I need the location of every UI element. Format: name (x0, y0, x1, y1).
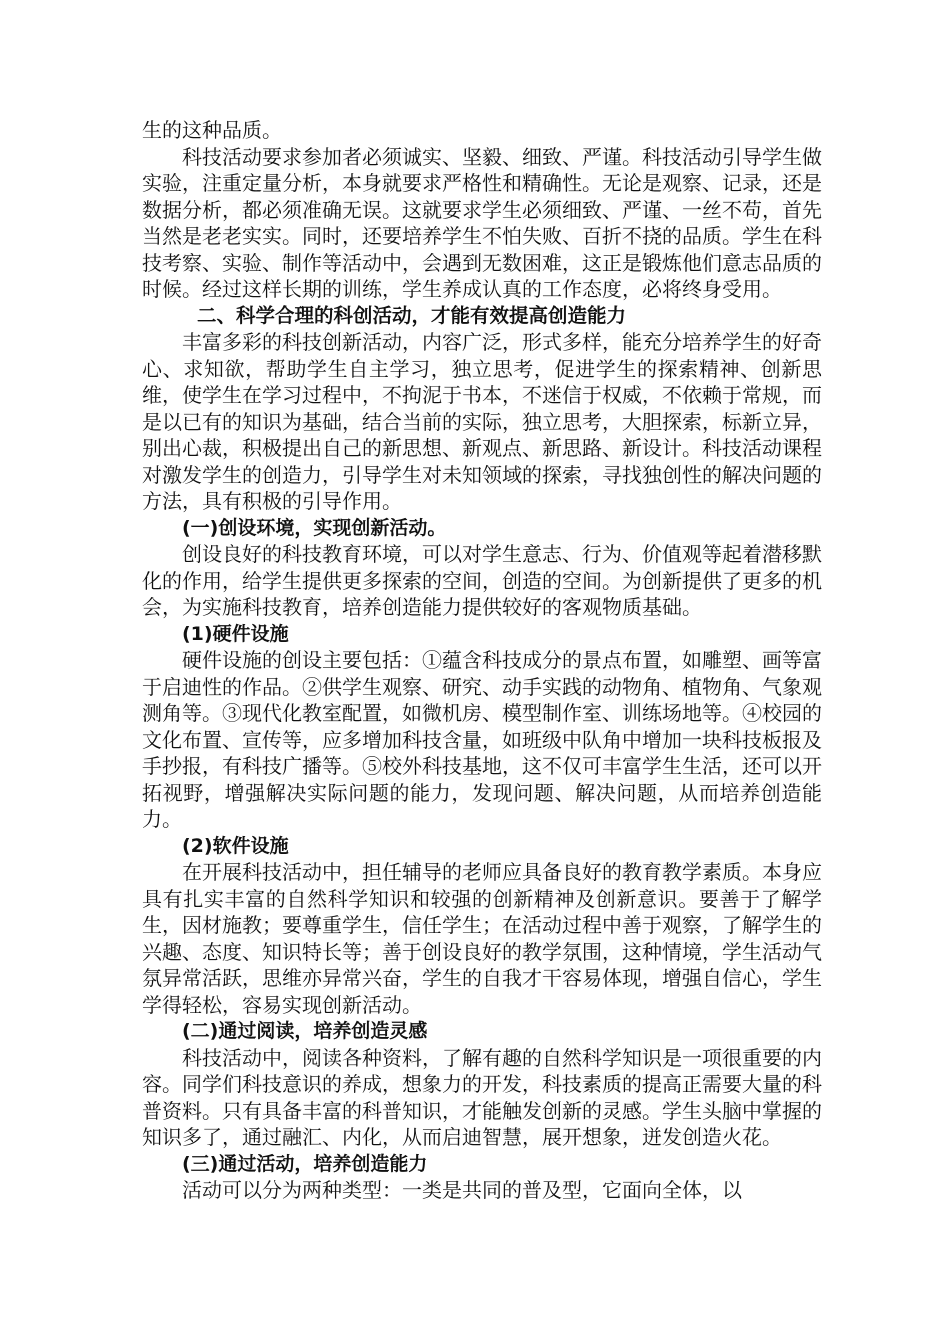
paragraph-software: 在开展科技活动中，担任辅导的老师应具备良好的教育教学素质。本身应具有扎实丰富的自然科学知识和较强的创新精神及创新意识。要善于了解学生，因材施教；要尊重学生，信任学生；在活动过程中善于观察，了解学生的兴趣、态度、知识特长等；善于创设良好的教学氛围，这种情境，学生活动气氛异常活跃，思维亦异常兴奋，学生的自我才干容易体现，增强自信心，学生学得轻松，容易实现创新活动。 (142, 860, 822, 1017)
section-heading-2: 二、科学合理的科创活动，才能有效提高创造能力 (197, 303, 627, 327)
subheading-activities: (三)通过活动，培养创造能力 (182, 1152, 428, 1175)
paragraph-quality-end: 生的这种品质。 (142, 118, 282, 142)
subheading-hardware: (1)硬件设施 (182, 622, 289, 645)
subheading-reading: (二)通过阅读，培养创造灵感 (182, 1020, 428, 1042)
subheading-software: (2)软件设施 (182, 834, 289, 857)
paragraph-activities: 活动可以分为两种类型：一类是共同的普及型，它面向全体，以 (182, 1178, 742, 1202)
document-page (142, 117, 822, 1204)
paragraph-environment: 创设良好的科技教育环境，可以对学生意志、行为、价值观等起着潜移默化的作用，给学生提供更多探索的空间，创造的空间。为创新提供了更多的机会，为实施科技教育，培养创造能力提供较好的客观物质基础。 (142, 542, 822, 619)
subheading-environment: (一)创设环境，实现创新活动。 (182, 516, 447, 539)
paragraph-innovation: 丰富多彩的科技创新活动，内容广泛，形式多样，能充分培养学生的好奇心、求知欲，帮助学生自主学习，独立思考，促进学生的探索精神、创新思维，使学生在学习过程中，不拘泥于书本，不迷信于权威，不依赖于常规，而是以已有的知识为基础，结合当前的实际，独立思考，大胆探索，标新立异，别出心裁，积极提出自己的新思想、新观点、新思路、新设计。科技活动课程对激发学生的创造力，引导学生对未知领域的探索，寻找独创性的解决问题的方法，具有积极的引导作用。 (142, 330, 822, 513)
paragraph-hardware: 硬件设施的创设主要包括：①蕴含科技成分的景点布置，如雕塑、画等富于启迪性的作品。②供学生观察、研究、动手实践的动物角、植物角、气象观测角等。③现代化教室配置，如微机房、模型制作室、训练场地等。④校园的文化布置、宣传等，应多增加科技含量，如班级中队角中增加一块科技板报及手抄报，有科技广播等。⑤校外科技基地，这不仅可丰富学生生活，还可以开拓视野，增强解决实际问题的能力，发现问题、解决问题，从而培养创造能力。 (142, 648, 822, 831)
paragraph-honesty: 科技活动要求参加者必须诚实、坚毅、细致、严谨。科技活动引导学生做实验，注重定量分析，本身就要求严格性和精确性。无论是观察、记录，还是数据分析，都必须准确无误。这就要求学生必须细致、严谨、一丝不苟，首先当然是老老实实。同时，还要培养学生不怕失败、百折不挠的品质。学生在科技考察、实验、制作等活动中，会遇到无数困难，这正是锻炼他们意志品质的时候。经过这样长期的训练，学生养成认真的工作态度，必将终身受用。 (142, 144, 822, 301)
paragraph-reading: 科技活动中，阅读各种资料，了解有趣的自然科学知识是一项很重要的内容。同学们科技意识的养成，想象力的开发，科技素质的提高正需要大量的科普资料。只有具备丰富的科普知识，才能触发创新的灵感。学生头脑中掌握的知识多了，通过融汇、内化，从而启迪智慧，展开想象，迸发创造火花。 (142, 1045, 822, 1149)
